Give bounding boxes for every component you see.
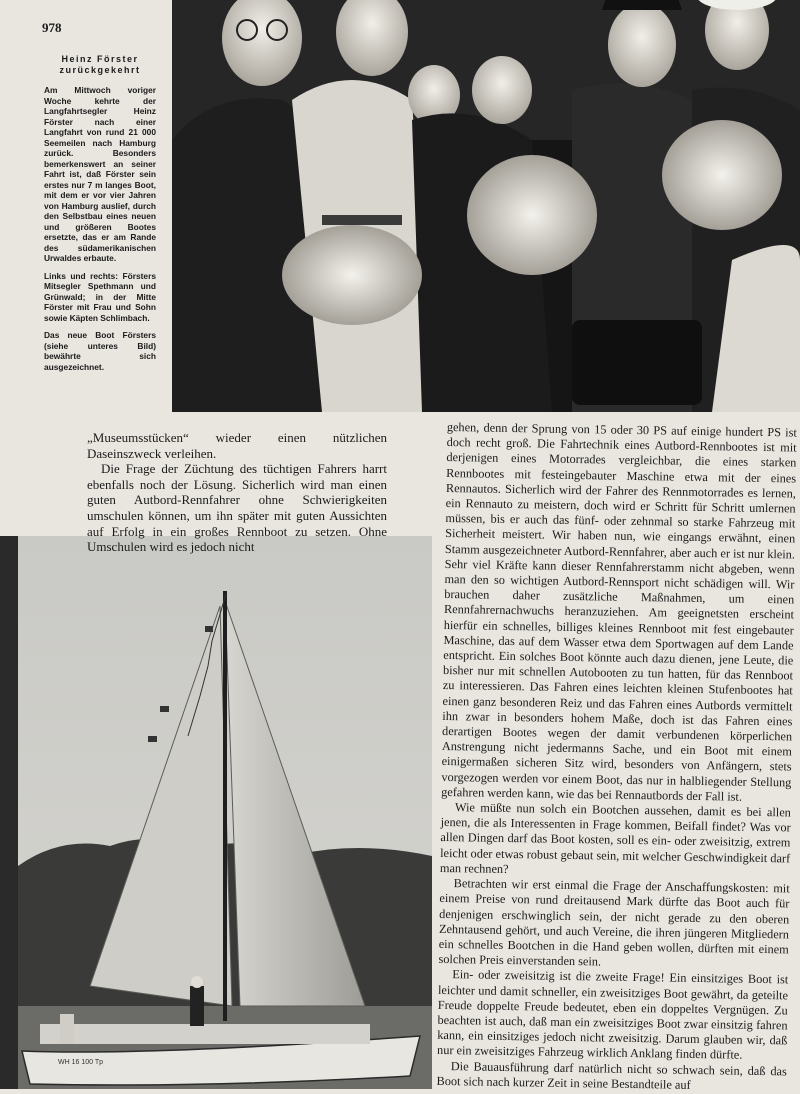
paragraph: gehen, denn der Sprung von 15 oder 30 PS auf einige hundert PS ist doch recht groß. Die Fahrtechnik eines Autbord-Rennbootes ist mit derjenigen eines Motorrades vergleichbar, die eines starken Rennbootes mit festeingebauter Maschine etwa mit der eines Rennautos. Sicherlich wird der Fahrer des Rennmotorrades es lernen, ein Rennauto zu meistern, doch wird er Schritt für Schritt umlernen müssen, bis er auch das fünf- oder zehnmal so starke Fahrzeug mit Sicherheit meistert. Wir haben nun, wie eingangs erwähnt, einen Stamm ausgezeichneter Autbord-Rennfahrer, aber auch er ist nur klein. Sehr viel Kräfte kann dieser Rennfahrerstamm nicht abgeben, wenn man den so wichtigen Autbord-Rennsport nicht schädigen will. Wir brauchen daher zusätzliche Maßnahmen, um einen Rennfahrernachwuchs heranzuziehen. Am geeignetsten erscheint hierfür ein schnelles, billiges kleines Rennboot mit fest eingebauter Maschine, das auf dem Wasser etwa dem Sportwagen auf dem Lande entspricht. Ein solches Boot könnte auch dazu dienen, jene Leute, die bisher nur mit schnellen Autobooten zu tun hatten, für das Rennboot zu interessieren. Das Fahren eines leichten kleinen Stufenbootes hat einen ganz besonderen Reiz und das Fahren eines Autbords vermittelt ihn zwar in besonders hohem Maße, doch ist das Fahren eines derartigen Bootes wegen der damit verbundenen körperlichen Anstrengung nicht jedermanns Sache, und ein Boot mit einem einigermaßen sicheren Sitz wird, besonders von Anfängern, stets vorgezogen werden vor einem Boot, das nur in halbliegender Stellung gefahren werden kann, wie das bei Rennautbords der Fall ist.: [441, 420, 797, 804]
paragraph: „Museumsstücken“ wieder einen nützlichen Daseinszweck verleihen.: [87, 430, 387, 461]
page-number: 978: [42, 20, 62, 35]
photo-caption: [44, 54, 156, 379]
paragraph: Die Frage der Züchtung des tüchtigen Fahrers harrt ebenfalls noch der Lösung. Sicherlich wird man einen guten Autbord-Rennfahrer ohne Schwierigkeiten umschulen können, um ihn später mit guten Aussichten auf Erfolg in ein großes Rennboot zu setzen. Ohne Umschulen wird es jedoch nicht: [87, 461, 387, 555]
caption-title-line1: Heinz Förster: [61, 54, 139, 64]
right-column-text: [436, 420, 796, 1094]
group-photo: [172, 0, 800, 412]
caption-title-line2: zurückgekehrt: [59, 65, 141, 75]
caption-paragraph: Das neue Boot Försters (siehe unteres Bild) bewährte sich ausgezeichnet.: [44, 330, 156, 372]
paragraph: Betrachten wir erst einmal die Frage der Anschaffungskosten: mit einem Preise von rund dreitausend Mark dürfte das Boot auch für denjenigen erschwinglich sein, der nicht gerade zu den oberen Zehntausend gehört, und auch Vereine, die ihren jüngeren Mitgliedern ein schnelles Bootchen in die Hand geben wollen, dürften mit einem solchen Preis einverstanden sein.: [438, 876, 790, 969]
paragraph: Die Bauausführung darf natürlich nicht so schwach sein, daß das Boot sich nach kurzer Zeit in seine Bestandteile auf: [436, 1058, 787, 1092]
left-column-text: [87, 430, 387, 555]
caption-paragraph: Am Mittwoch voriger Woche kehrte der Langfahrtsegler Heinz Förster nach einer Langfahrt von rund 21 000 Seemeilen nach Hamburg zurück. Besonders bemerkenswert an seiner Fahrt ist, daß Förster sein erstes nur 7 m langes Boot, mit dem er vor vier Jahren von Hamburg auslief, durch den Selbstbau eines neuen und größeren Bootes ersetzte, das er am Rande des südamerikanischen Urwaldes erbaute.: [44, 85, 156, 263]
paragraph: Ein- oder zweisitzig ist die zweite Frage! Ein einsitziges Boot ist leichter und damit schneller, ein zweisitziges Boot gewährt, da geteilte Freude doppelte Freude bedeutet, eben ein doppeltes Vergnügen. Zu beachten ist auch, daß man ein zweisitziges Boot zwar einsitzig fahren kann, ein einsitziges jedoch nicht zweisitzig. Darum glauben wir, daß nur ein zweisitziges Fahrzeug wirklich Anklang finden dürfte.: [436, 967, 789, 1063]
caption-paragraph: Links und rechts: Försters Mitsegler Spethmann und Grünwald; in der Mitte Förster mit Frau und Sohn sowie Käpten Schlimbach.: [44, 270, 156, 323]
paragraph: Wie müßte nun solch ein Bootchen aussehen, damit es bei allen jenen, die als Interessenten in Frage kommen, Beifall findet? Was vor allen Dingen darf das Boot kosten, soll es ein- oder zweisitzig, extrem leicht oder etwas robust gebaut sein, mit welcher Geschwindigkeit darf man rechnen?: [439, 800, 791, 876]
caption-title: [44, 54, 156, 76]
sailboat-photo: [0, 536, 432, 1089]
hull-marking: WH 16 100 Tp: [58, 1059, 104, 1066]
